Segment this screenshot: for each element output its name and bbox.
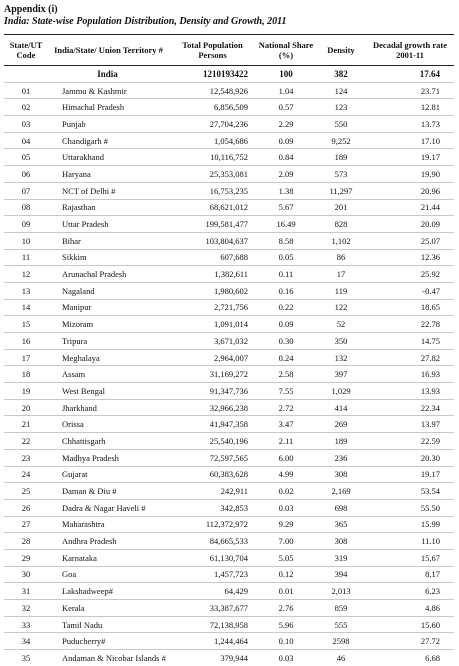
cell-share: 0.05 [256,249,316,266]
cell-code: 25 [4,483,48,500]
cell-share: 0.16 [256,282,316,299]
cell-population: 1,244,464 [169,633,256,650]
table-row [4,516,454,533]
cell-growth: 19.17 [366,466,454,483]
cell-code [4,66,48,83]
cell-code: 18 [4,366,48,383]
cell-name: Jharkhand [48,399,169,416]
cell-name: Assam [48,366,169,383]
cell-code: 04 [4,132,48,149]
cell-name: Rajasthan [48,199,169,216]
cell-growth: 15.67 [366,549,454,566]
cell-name: India [48,66,169,83]
cell-population: 3,671,032 [169,333,256,350]
cell-density: 365 [316,516,366,533]
cell-population: 60,383,628 [169,466,256,483]
cell-population: 379,944 [220,652,248,663]
cell-growth: 11.10 [366,533,454,550]
cell-density: 319 [316,549,366,566]
cell-growth: 53.54 [366,483,454,500]
cell-share: 1.04 [256,82,316,99]
cell-code: 33 [4,616,48,633]
cell-density: 86 [316,249,366,266]
cell-growth: 25.92 [366,266,454,283]
cell-name: Goa [48,566,169,583]
column-header-code: State/UT Code [4,35,48,66]
cell-population: 33,387,677 [169,600,256,617]
cell-growth: 20.96 [366,182,454,199]
cell-population: 242,911 [169,483,256,500]
cell-population: 32,966,238 [169,399,256,416]
cell-population: 61,130,704 [169,549,256,566]
cell-share: 0.03 [256,499,316,516]
table-row [4,99,454,116]
cell-growth: -0.47 [366,282,454,299]
cell-name: Andhra Pradesh [48,533,169,550]
table-row [4,249,454,266]
cell-density: 123 [316,99,366,116]
cell-density: 11,297 [316,182,366,199]
cell-share: 2.29 [256,116,316,133]
cell-growth: 19.17 [366,149,454,166]
cell-population: 342,853 [169,499,256,516]
cell-density: 1,029 [316,383,366,400]
cell-growth: 13.93 [366,383,454,400]
cell-share: 8.58 [256,232,316,249]
cell-name: Uttar Pradesh [48,216,169,233]
table-row [4,600,454,617]
cell-density: 46 [336,652,346,663]
cell-code: 23 [4,449,48,466]
cell-density: 2598 [316,633,366,650]
cell-code: 20 [4,399,48,416]
cell-share: 0.84 [256,149,316,166]
cell-code: 05 [4,149,48,166]
cell-density: 2,169 [316,483,366,500]
cell-share: 16.49 [256,216,316,233]
cell-population: 84,665,533 [169,533,256,550]
table-row [4,116,454,133]
cell-name: Karnataka [48,549,169,566]
cell-code: 11 [4,249,48,266]
cell-growth: 22.78 [366,316,454,333]
cell-density: 189 [316,149,366,166]
table-body [4,66,454,666]
cell-density: 201 [316,199,366,216]
table-row [4,583,454,600]
cell-name: Lakshadweep# [48,583,169,600]
cell-code: 10 [4,232,48,249]
table-row [4,333,454,350]
cell-code: 24 [4,466,48,483]
cell-name: Kerala [48,600,169,617]
cell-growth: 6.23 [366,583,454,600]
cell-growth: 12.81 [366,99,454,116]
cell-density: 698 [316,499,366,516]
cell-share: 0.22 [256,299,316,316]
table-row [4,316,454,333]
cell-share: 0.24 [256,349,316,366]
cell-share: 5.96 [256,616,316,633]
cell-population: 1,457,723 [169,566,256,583]
population-table [4,34,454,666]
document-heading [4,4,287,28]
cell-density: 382 [316,66,366,83]
cell-share: 0.30 [256,333,316,350]
cell-share: 0.12 [256,566,316,583]
table-row [4,449,454,466]
cell-growth: 4.86 [366,600,454,617]
cell-density: 189 [316,433,366,450]
cell-name: Arunachal Pradesh [48,266,169,283]
table-row [4,499,454,516]
table-row [4,82,454,99]
cell-share: 2.76 [256,600,316,617]
cell-name: Orissa [48,416,169,433]
table-row [4,182,454,199]
cell-density: 52 [316,316,366,333]
cell-share: 0.01 [256,583,316,600]
cell-population: 91,347,736 [169,383,256,400]
column-header-share: National Share (%) [256,35,316,66]
table-row [4,349,454,366]
cell-density: 828 [316,216,366,233]
table-row [4,132,454,149]
cell-share: 4.99 [256,466,316,483]
cell-growth: 15.60 [366,616,454,633]
cell-growth: 12.36 [366,249,454,266]
cell-name: Uttarakhand [48,149,169,166]
cell-growth: 16.93 [366,366,454,383]
table-row [4,199,454,216]
cell-density: 2,013 [316,583,366,600]
table-row [4,466,454,483]
cell-population: 72,138,958 [169,616,256,633]
cell-population: 112,372,972 [169,516,256,533]
cell-growth: 17.10 [366,132,454,149]
cell-density: 124 [316,82,366,99]
cell-code: 29 [4,549,48,566]
table-row [4,483,454,500]
cell-population: 199,581,477 [169,216,256,233]
cell-population: 1,980,602 [169,282,256,299]
table-row [4,383,454,400]
cell-code: 01 [4,82,48,99]
cell-population: 41,947,358 [169,416,256,433]
table-row [4,650,454,666]
table-row [4,266,454,283]
cell-density: 308 [316,466,366,483]
cell-share: 3.47 [256,416,316,433]
cell-share: 2.11 [256,433,316,450]
cell-population: 1,091,014 [169,316,256,333]
cell-name: Jammu & Kashmir [48,82,169,99]
cell-name: Chandigarh # [48,132,169,149]
cell-name: Nagaland [48,282,169,299]
cell-code: 06 [4,166,48,183]
table-row [4,566,454,583]
cell-code: 27 [4,516,48,533]
table-row [4,366,454,383]
cell-name: Maharashtra [48,516,169,533]
cell-code: 22 [4,433,48,450]
cell-share: 7.55 [256,383,316,400]
cell-share: 6.00 [256,449,316,466]
cell-density: 9,252 [316,132,366,149]
cell-code: 31 [4,583,48,600]
cell-population: 103,804,637 [169,232,256,249]
cell-density: 573 [316,166,366,183]
table-row [4,149,454,166]
cell-share: 0.03 [278,652,294,663]
cell-growth: 8.17 [366,566,454,583]
cell-name: Tamil Nadu [48,616,169,633]
cell-population: 27,704,236 [169,116,256,133]
cell-growth: 27.82 [366,349,454,366]
cell-population: 2,721,756 [169,299,256,316]
cell-growth: 13.73 [366,116,454,133]
cell-code: 34 [4,633,48,650]
cell-density: 119 [316,282,366,299]
cell-name: Madhya Pradesh [48,449,169,466]
cell-code: 35 [21,652,31,663]
cell-growth: 15.99 [366,516,454,533]
cell-growth: 22.59 [366,433,454,450]
cell-name: Sikkim [48,249,169,266]
cell-code: 12 [4,266,48,283]
table-row [4,633,454,650]
cell-name: Bihar [48,232,169,249]
cell-density: 350 [316,333,366,350]
cell-share: 5.67 [256,199,316,216]
cell-density: 122 [316,299,366,316]
cell-growth: 20.09 [366,216,454,233]
cell-population: 31,169,272 [169,366,256,383]
table-row [4,166,454,183]
cell-growth: 19.90 [366,166,454,183]
appendix-label: Appendix (i) [4,4,58,15]
cell-population: 64,429 [169,583,256,600]
cell-density: 859 [316,600,366,617]
table-row [4,282,454,299]
cell-growth: 17.64 [366,66,454,83]
cell-density: 394 [316,566,366,583]
cell-share: 0.02 [256,483,316,500]
cell-growth: 14.75 [366,333,454,350]
cell-code: 32 [4,600,48,617]
cell-population: 68,621,012 [169,199,256,216]
cell-code: 30 [4,566,48,583]
cell-share: 2.72 [256,399,316,416]
cell-code: 07 [4,182,48,199]
cell-code: 26 [4,499,48,516]
table-row-india [4,66,454,83]
cell-growth: 25.07 [366,232,454,249]
cell-share: 1.38 [256,182,316,199]
cell-population: 2,964,007 [169,349,256,366]
cell-name: NCT of Delhi # [48,182,169,199]
cell-share: 9.29 [256,516,316,533]
cell-growth: 18.65 [366,299,454,316]
cell-name: Puducherry# [48,633,169,650]
cell-share: 0.09 [256,132,316,149]
table-header [4,35,454,66]
cell-code: 13 [4,282,48,299]
cell-density: 550 [316,116,366,133]
cell-code: 15 [4,316,48,333]
cell-density: 17 [316,266,366,283]
cell-density: 236 [316,449,366,466]
cell-growth: 6.68 [425,652,440,663]
cell-code: 17 [4,349,48,366]
table-caption: India: State-wise Population Distribution, Density and Growth, 2011 [4,16,287,27]
cell-share: 0.09 [256,316,316,333]
cell-share: 0.10 [256,633,316,650]
cell-density: 132 [316,349,366,366]
column-header-density: Density [316,35,366,66]
cell-code: 28 [4,533,48,550]
cell-population: 10,116,752 [169,149,256,166]
cell-share: 2.58 [256,366,316,383]
cell-population: 1,382,611 [169,266,256,283]
table-row [4,299,454,316]
cell-code: 21 [4,416,48,433]
cell-code: 02 [4,99,48,116]
cell-density: 308 [316,533,366,550]
table-row [4,533,454,550]
cell-code: 03 [4,116,48,133]
cell-share: 0.57 [256,99,316,116]
cell-share: 7.00 [256,533,316,550]
table-row [4,549,454,566]
cell-name: Gujarat [48,466,169,483]
cell-population: 16,753,235 [169,182,256,199]
cell-population: 12,548,926 [169,82,256,99]
cell-share: 0.11 [256,266,316,283]
cell-population: 6,856,509 [169,99,256,116]
cell-population: 607,688 [169,249,256,266]
table-row [4,416,454,433]
cell-name: Meghalaya [48,349,169,366]
cell-share: 100 [256,66,316,83]
cell-name: Mizoram [48,316,169,333]
cell-code: 19 [4,383,48,400]
cell-name: Tripura [48,333,169,350]
cell-growth: 21.44 [366,199,454,216]
table-row [4,616,454,633]
cell-name: Himachal Pradesh [48,99,169,116]
cell-name: West Bengal [48,383,169,400]
column-header-name: India/State/ Union Territory # [48,35,169,66]
cell-growth: 27.72 [366,633,454,650]
cell-code: 16 [4,333,48,350]
table-row [4,399,454,416]
column-header-growth: Decadal growth rate 2001-11 [366,35,454,66]
cell-share: 2.09 [256,166,316,183]
table-row [4,216,454,233]
cell-growth: 22.34 [366,399,454,416]
cell-name: Haryana [48,166,169,183]
cell-share: 5.05 [256,549,316,566]
table-row [4,433,454,450]
cell-density: 555 [316,616,366,633]
cell-growth: 23.71 [366,82,454,99]
table-row [4,232,454,249]
cell-population: 25,540,196 [169,433,256,450]
cell-name: Dadra & Nagar Haveli # [48,499,169,516]
cell-growth: 55.50 [366,499,454,516]
cell-name: Punjab [48,116,169,133]
cell-density: 397 [316,366,366,383]
column-header-population: Total Population Persons [169,35,256,66]
cell-density: 269 [316,416,366,433]
cell-code: 08 [4,199,48,216]
cell-population: 25,353,081 [169,166,256,183]
cell-name: Daman & Diu # [48,483,169,500]
cell-density: 414 [316,399,366,416]
cell-density: 1,102 [316,232,366,249]
cell-growth: 20.30 [366,449,454,466]
cell-name: Andaman & Nicobar Islands # [62,652,166,663]
cell-population: 1,054,686 [169,132,256,149]
cell-population: 1210193422 [169,66,256,83]
cell-population: 72,597,565 [169,449,256,466]
cell-name: Manipur [48,299,169,316]
cell-name: Chhattisgarh [48,433,169,450]
cell-code: 09 [4,216,48,233]
cell-growth: 13.97 [366,416,454,433]
cell-code: 14 [4,299,48,316]
